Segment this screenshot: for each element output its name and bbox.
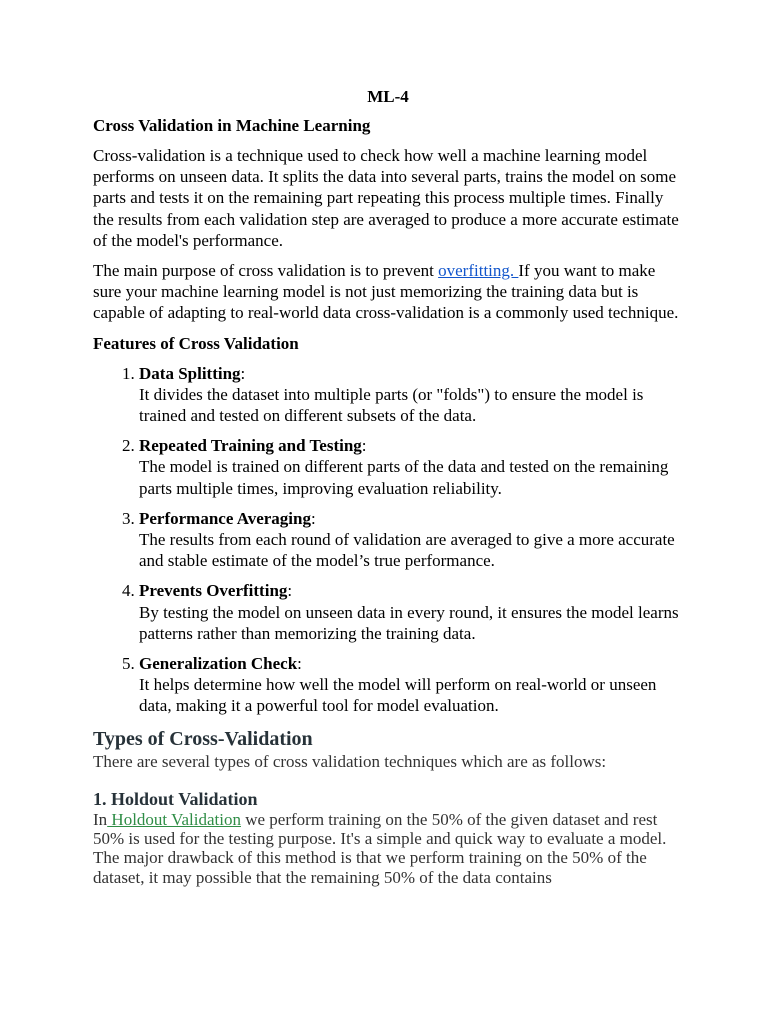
feature-item: 4. Prevents Overfitting: By testing the model on unseen data in every round, it ensures the model learns patterns rather than memorizing the training data.: [139, 580, 683, 644]
feature-description: It divides the dataset into multiple parts (or "folds") to ensure the model is trained and tested on different subsets of the data.: [139, 384, 644, 426]
purpose-text-start: The main purpose of cross validation is to prevent: [93, 261, 439, 281]
feature-item: 3. Performance Averaging: The results from each round of validation are averaged to give a more accurate and stable estimate of the model’s true performance.: [139, 508, 683, 572]
feature-title: Repeated Training and Testing: [139, 436, 362, 456]
feature-description: It helps determine how well the model will perform on real-world or unseen data, making it a powerful tool for model evaluation.: [139, 675, 657, 716]
holdout-paragraph: [93, 810, 683, 888]
feature-item: 1. Data Splitting: It divides the dataset into multiple parts (or "folds") to ensure the model is trained and tested on different subsets of the data.: [139, 363, 683, 427]
feature-description: The model is trained on different parts of the data and tested on the remaining parts multiple times, improving evaluation reliability.: [139, 457, 669, 498]
holdout-validation-link[interactable]: Holdout Validation: [107, 809, 241, 829]
holdout-heading: 1. Holdout Validation: [93, 788, 258, 809]
holdout-text-start: In: [93, 809, 108, 829]
purpose-text-end: If you want to make sure your machine learning model is not just memorizing the training data but is capable of adapting to real-world data cross-validation is a commonly used technique.: [93, 261, 679, 323]
document-title: ML-4: [367, 87, 409, 106]
feature-title: Performance Averaging: [139, 508, 311, 528]
feature-item: 5. Generalization Check: It helps determine how well the model will perform on real-world or unseen data, making it a powerful tool for model evaluation.: [139, 653, 683, 717]
feature-title: Prevents Overfitting: [139, 581, 288, 601]
feature-title: Data Splitting: [139, 363, 241, 383]
intro-paragraph: Cross-validation is a technique used to check how well a machine learning model performs on unseen data. It splits the data into several parts, trains the model on some parts and tests it on the remaining part repeating this process multiple times. Finally the results from each validation step are averaged to produce a more accurate estimate of the model's performance.: [93, 146, 679, 250]
types-intro: There are several types of cross validation techniques which are as follows:: [93, 751, 607, 771]
section-heading-cross-validation: Cross Validation in Machine Learning: [93, 116, 371, 135]
features-heading: Features of Cross Validation: [93, 333, 299, 353]
feature-description: The results from each round of validation are averaged to give a more accurate and stable estimate of the model’s true performance.: [139, 530, 675, 571]
overfitting-link[interactable]: overfitting.: [438, 261, 519, 281]
feature-title: Generalization Check: [139, 654, 298, 674]
types-heading: Types of Cross-Validation: [93, 727, 313, 750]
purpose-paragraph: [93, 260, 683, 324]
features-list: [93, 363, 683, 717]
document-page: [93, 86, 683, 887]
feature-description: By testing the model on unseen data in every round, it ensures the model learns patterns rather than memorizing the training data.: [139, 602, 679, 643]
feature-item: 2. Repeated Training and Testing: The model is trained on different parts of the data and tested on the remaining parts multiple times, improving evaluation reliability.: [139, 435, 683, 499]
holdout-text-end: we perform training on the 50% of the given dataset and rest 50% is used for the testing purpose. It's a simple and quick way to evaluate a model. The major drawback of this method is that we perform training on the 50% of the dataset, it may possible that the remaining 50% of the data contains: [93, 809, 667, 887]
